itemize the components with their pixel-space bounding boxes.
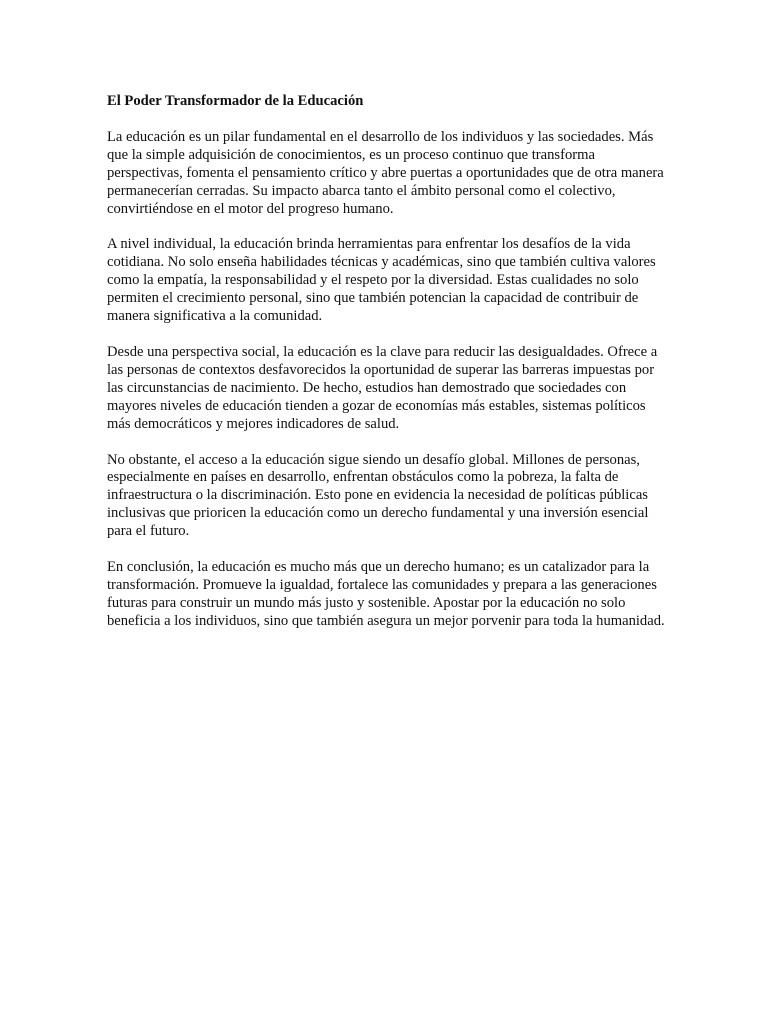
paragraph-4: No obstante, el acceso a la educación sigue siendo un desafío global. Millones de personas, especialmente en países en desarrollo, enfrentan obstáculos como la pobreza, la falta de infraestructura o la discriminación. Esto pone en evidencia la necesidad de políticas públicas inclusivas que prioricen la educación como un derecho fundamental y una inversión esencial para el futuro.	[107, 451, 649, 540]
document-body	[107, 93, 667, 649]
paragraph-1: La educación es un pilar fundamental en el desarrollo de los individuos y las sociedades. Más que la simple adquisición de conocimientos, es un proceso continuo que transforma perspectivas, fomenta el pensamiento crítico y abre puertas a oportunidades que de otra manera permanecerían cerradas. Su impacto abarca tanto el ámbito personal como el colectivo, convirtiéndose en el motor del progreso humano.	[107, 128, 664, 217]
document-title: El Poder Transformador de la Educación	[107, 93, 364, 109]
paragraph-5: En conclusión, la educación es mucho más que un derecho humano; es un catalizador para la transformación. Promueve la igualdad, fortalece las comunidades y prepara a las generaciones futuras para construir un mundo más justo y sostenible. Apostar por la educación no solo beneficia a los individuos, sino que también asegura un mejor porvenir para toda la humanidad.	[107, 559, 665, 629]
paragraph-3: Desde una perspectiva social, la educación es la clave para reducir las desigualdades. Ofrece a las personas de contextos desfavorecidos la oportunidad de superar las barreras impuestas por las circunstancias de nacimiento. De hecho, estudios han demostrado que sociedades con mayores niveles de educación tienden a gozar de economías más estables, sistemas políticos más democráticos y mejores indicadores de salud.	[107, 343, 658, 432]
paragraph-2: A nivel individual, la educación brinda herramientas para enfrentar los desafíos de la vida cotidiana. No solo enseña habilidades técnicas y académicas, sino que también cultiva valores como la empatía, la responsabilidad y el respeto por la diversidad. Estas cualidades no solo permiten el crecimiento personal, sino que también potencian la capacidad de contribuir de manera significativa a la comunidad.	[107, 236, 656, 325]
